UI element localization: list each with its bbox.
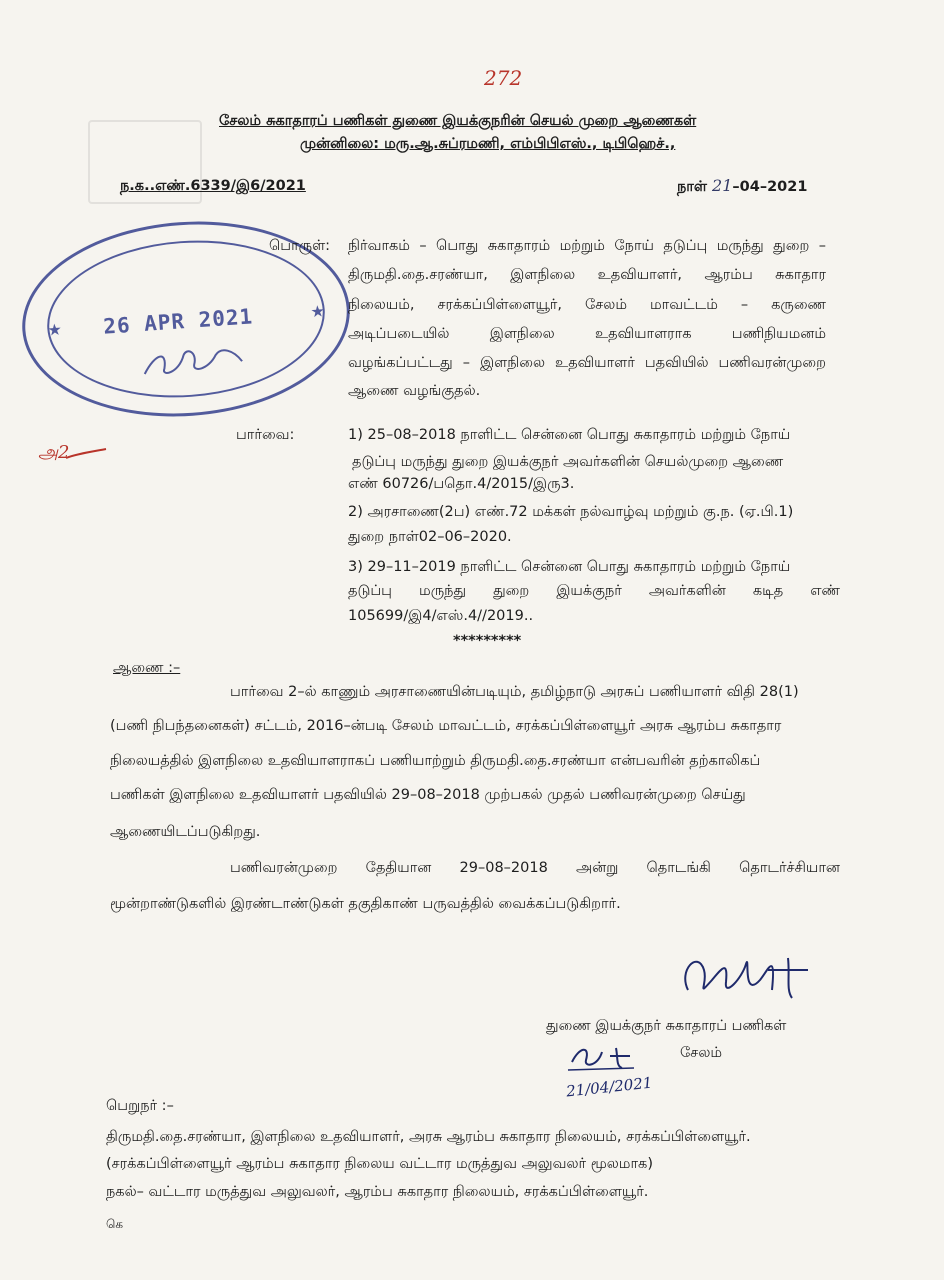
margin-mark: அ2 <box>38 442 70 463</box>
recipient-line-1: திருமதி.தை.சரண்யா, இளநிலை உதவியாளர், அரசு ஆரம்ப சுகாதார நிலையம், சரக்கப்பிள்ளையூர். <box>106 1129 751 1145</box>
signatory-designation: துணை இயக்குநர் சுகாதாரப் பணிகள் <box>546 1018 787 1034</box>
date-line <box>677 176 807 197</box>
order-label: ஆணை :– <box>113 660 181 676</box>
subject-line-4: அடிப்படையில் இளநிலை உதவியாளராக பணிநியமனம் <box>348 326 826 342</box>
recipient-line-2: (சரக்கப்பிள்ளையூர் ஆரம்ப சுகாதார நிலைய வட்டார மருத்துவ அலுவலர் மூலமாக) <box>106 1156 653 1172</box>
presence-line: முன்னிலை: மரு.ஆ.சுப்ரமணி, எம்பிபிஎஸ்., டிபிஹெச்., <box>300 136 676 152</box>
document-title: சேலம் சுகாதாரப் பணிகள் துணை இயக்குநரின் செயல் முறை ஆணைகள் <box>219 113 697 129</box>
subject-line-2: திருமதி.தை.சரண்யா, இளநிலை உதவியாளர், ஆரம்ப சுகாதார <box>348 267 826 283</box>
reference-line-6: 3) 29–11–2019 நாளிட்ட சென்னை பொது சுகாதாரம் மற்றும் நோய் <box>348 559 791 575</box>
subject-line-5: வழங்கப்பட்டது – இளநிலை உதவியாளர் பதவியில் பணிவரன்முறை <box>348 355 826 371</box>
date-label: நாள் <box>677 179 707 195</box>
reference-line-1: 1) 25–08–2018 நாளிட்ட சென்னை பொது சுகாதாரம் மற்றும் நோய் <box>348 427 791 443</box>
copy-to-line: நகல்– வட்டார மருத்துவ அலுவலர், ஆரம்ப சுகாதார நிலையம், சரக்கப்பிள்ளையூர். <box>106 1184 649 1200</box>
order-para1-line-2: (பணி நிபந்தனைகள்) சட்டம், 2016–ன்படி சேலம் மாவட்டம், சரக்கப்பிள்ளையூர் அரசு ஆரம்ப சுகாதார <box>110 718 782 734</box>
reference-line-3: எண் 60726/பதொ.4/2015/இரு3. <box>348 476 575 492</box>
handwritten-page-number: 272 <box>484 66 523 90</box>
stamp-initials-scribble <box>137 339 249 383</box>
reference-number: ந.க..எண்.6339/இ6/2021 <box>120 178 306 194</box>
subject-line-1: நிர்வாகம் – பொது சுகாதாரம் மற்றும் நோய் தடுப்பு மருந்து துறை – <box>348 238 826 254</box>
margin-mark-stroke <box>64 446 108 462</box>
order-para2-line-1: பணிவரன்முறை தேதியான 29–08–2018 அன்று தொடங்கி தொடர்ச்சியான <box>230 860 840 876</box>
reference-line-5: துறை நாள்02–06–2020. <box>348 529 512 545</box>
officer-signature <box>668 940 818 1010</box>
order-para1-line-5: ஆணையிடப்படுகிறது. <box>110 824 261 840</box>
footer-initial: கெ <box>106 1217 124 1231</box>
order-para1-line-1: பார்வை 2–ல் காணும் அரசாணையின்படியும், தமிழ்நாடு அரசுப் பணியாளர் விதி 28(1) <box>230 684 799 700</box>
order-para2-line-2: மூன்றாண்டுகளில் இரண்டாண்டுகள் தகுதிகாண் பருவத்தில் வைக்கப்படுகிறார். <box>110 896 621 912</box>
order-para1-line-4: பணிகள் இளநிலை உதவியாளர் பதவியில் 29–08–2018 முற்பகல் முதல் பணிவரன்முறை செய்து <box>110 787 746 803</box>
subject-line-3: நிலையம், சரக்கப்பிள்ளையூர், சேலம் மாவட்டம் – கருணை <box>348 297 826 313</box>
stamp-star-left: ★ <box>46 319 63 340</box>
subject-line-6: ஆணை வழங்குதல். <box>348 383 481 399</box>
order-para1-line-3: நிலையத்தில் இளநிலை உதவியாளராகப் பணியாற்றும் திருமதி.தை.சரண்யா என்பவரின் தற்காலிகப் <box>110 753 761 769</box>
date-day-handwritten: 21 <box>712 176 733 195</box>
handwritten-sign-date: 21/04/2021 <box>565 1073 654 1101</box>
handwritten-initials <box>566 1042 636 1072</box>
reference-line-8: 105699/இ4/எஸ்.4//2019.. <box>348 608 534 624</box>
recipients-label: பெறுநர் :– <box>106 1098 174 1114</box>
date-rest: –04–2021 <box>732 179 808 195</box>
subject-label: பொருள்: <box>269 238 331 254</box>
reference-line-4: 2) அரசாணை(2ப) எண்.72 மக்கள் நல்வாழ்வு மற்றும் கு.ந. (ஏ.பி.1) <box>348 504 794 520</box>
references-label: பார்வை: <box>236 427 295 443</box>
signatory-place: சேலம் <box>680 1045 723 1061</box>
references-separator: ********* <box>453 633 522 649</box>
stamp-date: 26 APR 2021 <box>102 304 254 339</box>
reference-line-2: தடுப்பு மருந்து துறை இயக்குநர் அவர்களின் செயல்முறை ஆணை <box>352 454 784 470</box>
stamp-star-right: ★ <box>309 301 326 322</box>
reference-line-7: தடுப்பு மருந்து துறை இயக்குநர் அவர்களின் கடித எண் <box>348 583 840 599</box>
